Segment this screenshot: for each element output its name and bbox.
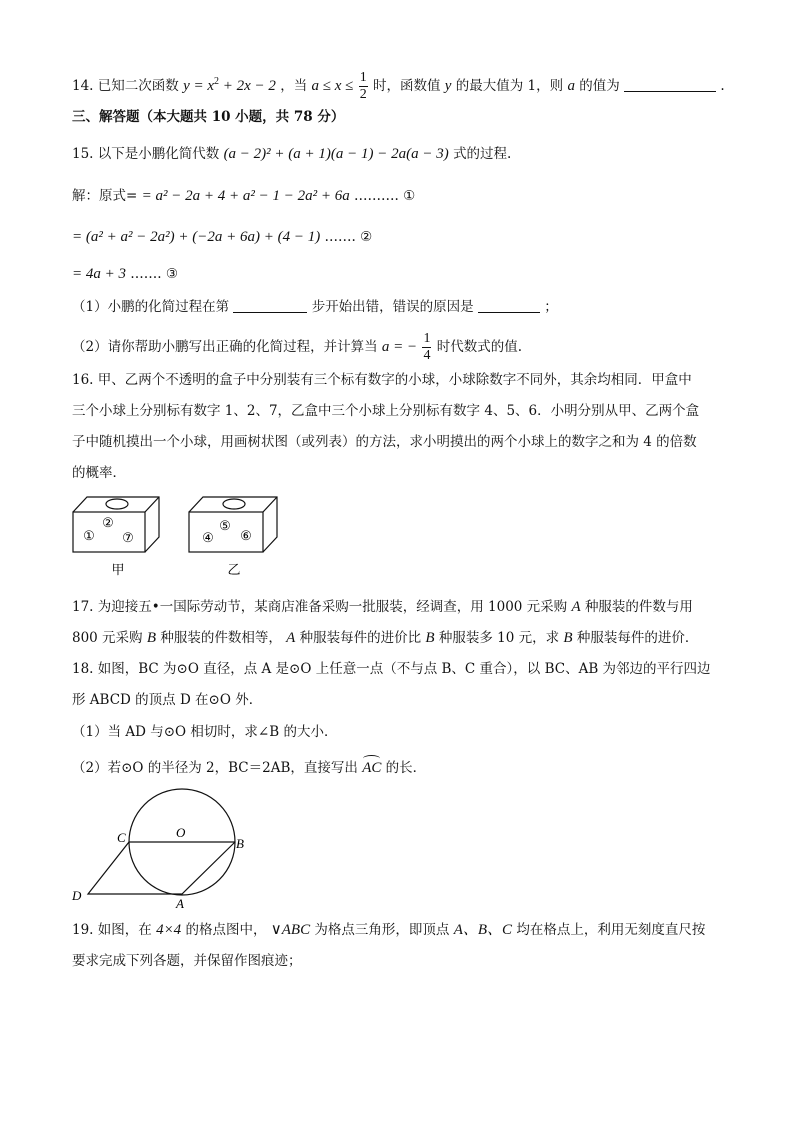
box-jia-ball-2: ①: [83, 528, 95, 543]
q15-step-3-mark: ……. ③: [130, 266, 178, 282]
q19-grid-size: 4×4: [156, 922, 182, 938]
q18-circle-figure: [70, 790, 270, 911]
label-o: O: [176, 825, 186, 840]
q15-step-3: [72, 264, 178, 284]
q16-line-3: 子中随机摸出一个小球，用画树状图（或列表）的方法，求小明摸出的两个小球上的数字之和为 4 的倍数: [72, 434, 697, 450]
q15-reason-blank: [478, 298, 540, 313]
q15-expression: (a − 2)² + (a + 1)(a − 1) − 2a(a − 3): [223, 146, 449, 162]
q14-y: y: [444, 78, 452, 94]
q19-line-1: [72, 920, 705, 940]
q17-line-1: [72, 597, 693, 617]
q17-var-B-3: B: [563, 630, 573, 646]
q17-var-A-2: A: [286, 630, 296, 646]
q15-step-1-mark: ………. ①: [354, 188, 416, 204]
q15-part-1-c: ；: [544, 299, 558, 315]
q15-step-blank: [233, 298, 307, 313]
q15-fraction: [422, 331, 431, 364]
q15-part-2: [72, 331, 522, 364]
section-3-heading: 三、解答题（本大题共 10 小题，共 78 分）: [72, 109, 345, 125]
box-jia-label: 甲: [111, 562, 125, 577]
box-jia-ball-1: ②: [102, 515, 114, 530]
q19-line-1-a: 19. 如图，在: [72, 922, 152, 938]
question-14: [72, 70, 725, 103]
q17-line-2-e: 种服装每件的进价．: [576, 630, 699, 646]
q15-step-2: [72, 227, 372, 247]
q19-line-1-c: 为格点三角形，即顶点: [314, 922, 450, 938]
q15-step-1: [72, 186, 415, 206]
q14-a: a: [567, 78, 575, 94]
q14-text-5: 的值为: [579, 78, 620, 94]
q15-frac-num: 1: [423, 331, 431, 346]
q14-fn-lhs: y = x: [183, 78, 215, 94]
box-yi-ball-2: ④: [202, 530, 214, 545]
q15-prompt-b: 式的过程.: [453, 146, 512, 162]
q15-part-2-expr: a = −: [381, 339, 418, 355]
parallelogram-abcd: [88, 842, 235, 894]
label-b: B: [236, 836, 244, 851]
q14-text-4: 的最大值为 1，则: [455, 78, 564, 94]
question-15-prompt: [72, 144, 511, 164]
q15-solution-label: 解：原式=: [72, 188, 138, 204]
q18-arc-ac: [362, 758, 381, 778]
q18-part-2: [72, 758, 426, 778]
q14-fn-sup: 2: [214, 76, 220, 87]
q15-step-2-expr: = (a² + a² − 2a²) + (−2a + 6a) + (4 − 1): [72, 229, 321, 245]
q15-prompt-a: 15. 以下是小鹏化简代数: [72, 146, 220, 162]
q19-line-1-d: 均在格点上，利用无刻度直尺按: [516, 922, 706, 938]
q14-number: 14.: [72, 78, 94, 94]
q14-fn-rhs: + 2x − 2: [219, 78, 276, 94]
q18-part-2-a: （2）若⊙O 的半径为 2，BC＝2AB，直接写出: [72, 760, 358, 776]
q17-var-B: B: [146, 630, 157, 646]
arc-mark-icon: [363, 755, 380, 762]
q14-text-1: 已知二次函数: [97, 78, 179, 94]
q15-step-3-expr: = 4a + 3: [72, 266, 126, 282]
box-yi-ball-3: ⑥: [240, 528, 252, 543]
box-jia: [73, 497, 159, 552]
q15-frac-den: 4: [423, 348, 431, 363]
q19-triangle: ∨ABC: [270, 922, 311, 938]
q15-part-2-b: 时代数式的值.: [436, 339, 523, 355]
label-d: D: [72, 888, 82, 903]
box-yi-label: 乙: [227, 562, 241, 577]
q15-part-1-a: （1）小鹏的化简过程在第: [72, 299, 230, 315]
q17-line-1-b: 种服装的件数与用: [584, 599, 693, 615]
q15-part-2-a: （2）请你帮助小鹏写出正确的化简过程，并计算当: [72, 339, 378, 355]
q17-line-2: [72, 628, 698, 648]
q17-line-1-a: 17. 为迎接五•一国际劳动节，某商店准备采购一批服装，经调查，用 1000 元采购: [72, 599, 568, 615]
label-a: A: [176, 896, 184, 911]
q18-line-2: 形 ABCD 的顶点 D 在⊙O 外．: [72, 692, 263, 708]
q14-fraction: [359, 70, 368, 103]
q18-arc-label: AC: [362, 760, 382, 776]
q19-line-2: 要求完成下列各题，并保留作图痕迹；: [72, 953, 302, 969]
q15-part-1: [72, 297, 558, 317]
q17-var-B-2: B: [425, 630, 435, 646]
q14-text-3: 时，函数值: [372, 78, 441, 94]
q19-line-1-b: 的格点图中，: [185, 922, 267, 938]
q14-end: .: [720, 78, 725, 94]
q14-frac-num: 1: [359, 70, 367, 85]
q17-line-2-c: 种服装每件的进价比: [299, 630, 422, 646]
q16-line-1: 16. 甲、乙两个不透明的盒子中分别装有三个标有数字的小球，小球除数字不同外，其余均相同．甲盒中: [72, 372, 692, 388]
q19-points: A、B、C: [453, 922, 513, 938]
q15-part-1-b: 步开始出错，错误的原因是: [311, 299, 474, 315]
box-yi-ball-1: ⑤: [219, 518, 231, 533]
q14-answer-blank: [624, 77, 716, 92]
q14-frac-den: 2: [359, 87, 367, 102]
q16-boxes-figure: [70, 490, 310, 585]
q18-part-2-b: 的长．: [385, 760, 427, 776]
label-c: C: [117, 830, 126, 845]
q14-text-2: ，当: [280, 78, 308, 94]
q15-step-1-expr: = a² − 2a + 4 + a² − 1 − 2a² + 6a: [141, 188, 350, 204]
box-jia-ball-3: ⑦: [122, 530, 134, 545]
q18-line-1: 18. 如图，BC 为⊙O 直径，点 A 是⊙O 上任意一点（不与点 B、C 重合），以 BC、AB 为邻边的平行四边: [72, 661, 711, 677]
q17-line-2-d: 种服装多 10 元，求: [438, 630, 560, 646]
q17-line-2-a: 800 元采购: [72, 630, 143, 646]
q14-range: a ≤ x ≤: [311, 78, 354, 94]
q18-part-1: （1）当 AD 与⊙O 相切时，求∠B 的大小．: [72, 724, 338, 740]
q16-line-2: 三个小球上分别标有数字 1、2、7，乙盒中三个小球上分别标有数字 4、5、6．小明分别从甲、乙两个盒: [72, 403, 700, 419]
q17-var-A: A: [571, 599, 581, 615]
q15-step-2-mark: ……. ②: [324, 229, 373, 245]
q17-line-2-b: 种服装的件数相等，: [160, 630, 282, 646]
q16-line-4: 的概率．: [72, 465, 126, 481]
